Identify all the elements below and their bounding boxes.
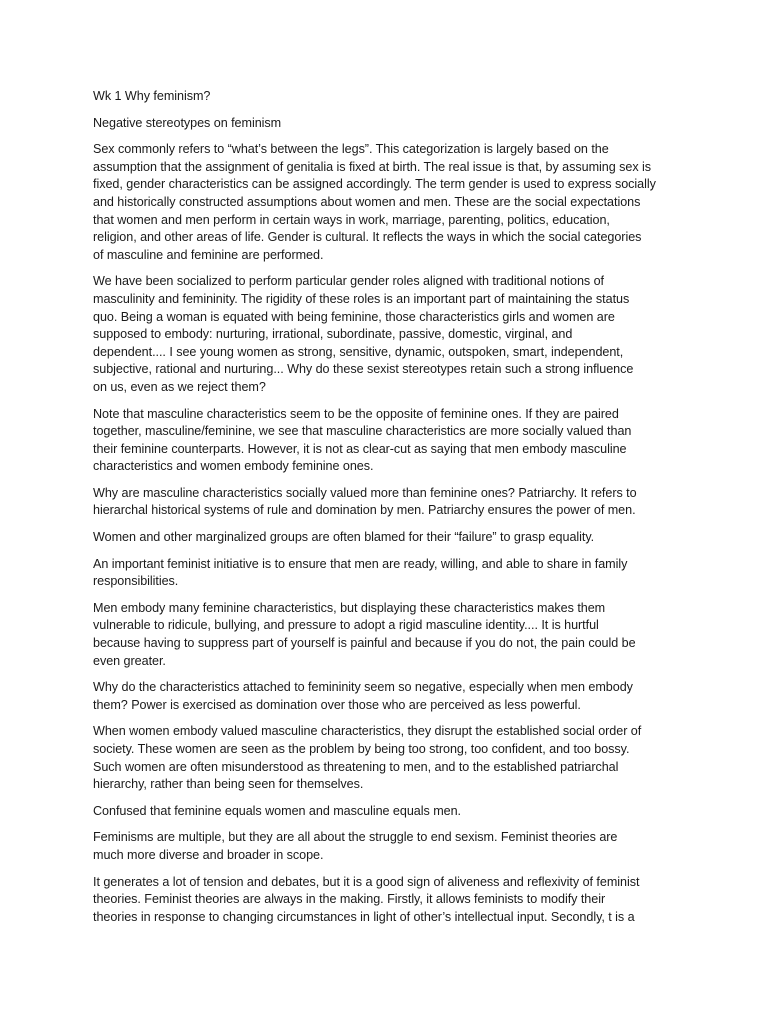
text-line: their feminine counterparts. However, it is not as clear-cut as saying that men embody masculine bbox=[93, 441, 627, 456]
text-line: Such women are often misunderstood as threatening to men, and to the established patriarchal bbox=[93, 759, 619, 774]
text-line: theories. Feminist theories are always in the making. Firstly, it allows feminists to modify their bbox=[93, 892, 606, 907]
paragraph-list bbox=[93, 141, 663, 926]
text-line: Confused that feminine equals women and masculine equals men. bbox=[93, 803, 461, 818]
text-line: subjective, rational and nurturing... Why do these sexist stereotypes retain such a strong influence bbox=[93, 362, 634, 377]
paragraph bbox=[93, 829, 663, 864]
paragraph bbox=[93, 406, 663, 476]
text-line: hierarchy, rather than being seen for themselves. bbox=[93, 777, 364, 792]
text-line: society. These women are seen as the problem by being too strong, too confident, and too bossy. bbox=[93, 742, 630, 756]
text-line: assumption that the assignment of genitalia is fixed at birth. The real issue is that, by assuming sex is bbox=[93, 159, 652, 174]
document-title: Wk 1 Why feminism? bbox=[93, 89, 211, 103]
text-line: We have been socialized to perform particular gender roles aligned with traditional notions of bbox=[93, 274, 605, 289]
text-line: responsibilities. bbox=[93, 574, 179, 589]
text-line: them? Power is exercised as domination over those who are perceived as less powerful. bbox=[93, 697, 581, 712]
text-line: When women embody valued masculine characteristics, they disrupt the established social order of bbox=[93, 724, 642, 739]
paragraph bbox=[93, 679, 663, 714]
text-line: Note that masculine characteristics seem to be the opposite of feminine ones. If they are paired bbox=[93, 406, 619, 421]
text-line: Why do the characteristics attached to femininity seem so negative, especially when men embody bbox=[93, 680, 633, 695]
text-line: Women and other marginalized groups are often blamed for their “failure” to grasp equality. bbox=[93, 530, 595, 545]
text-line: characteristics and women embody feminine ones. bbox=[93, 459, 374, 474]
paragraph bbox=[93, 803, 663, 821]
text-line: Why are masculine characteristics socially valued more than feminine ones? Patriarchy. It refers to bbox=[93, 485, 637, 500]
paragraph bbox=[93, 600, 663, 670]
paragraph bbox=[93, 556, 663, 591]
text-line: religion, and other areas of life. Gender is cultural. It reflects the ways in which the social categories bbox=[93, 230, 642, 245]
paragraph bbox=[93, 529, 663, 547]
text-line: hierarchal historical systems of rule and domination by men. Patriarchy ensures the power of men. bbox=[93, 503, 636, 518]
text-line: theories in response to changing circumstances in light of other’s intellectual input. Secondly, t is a bbox=[93, 909, 635, 924]
document-subtitle: Negative stereotypes on feminism bbox=[93, 115, 282, 130]
text-line: that women and men perform in certain ways in work, marriage, parenting, politics, education, bbox=[93, 212, 610, 227]
document-body bbox=[93, 88, 663, 935]
text-line: fixed, gender characteristics can be assigned accordingly. The term gender is used to express socially bbox=[93, 177, 656, 192]
text-line: masculinity and femininity. The rigidity of these roles is an important part of maintaining the status bbox=[93, 291, 630, 306]
text-line: Men embody many feminine characteristics, but displaying these characteristics makes them bbox=[93, 600, 606, 615]
text-line: even greater. bbox=[93, 653, 166, 668]
paragraph bbox=[93, 141, 663, 264]
text-line: together, masculine/feminine, we see that masculine characteristics are more socially valued than bbox=[93, 424, 632, 439]
text-line: on us, even as we reject them? bbox=[93, 379, 266, 394]
text-line: An important feminist initiative is to ensure that men are ready, willing, and able to share in family bbox=[93, 556, 628, 571]
text-line: dependent.... I see young women as strong, sensitive, dynamic, outspoken, smart, independent, bbox=[93, 344, 624, 359]
text-line: of masculine and feminine are performed. bbox=[93, 247, 324, 262]
text-line: supposed to embody: nurturing, irrational, subordinate, passive, domestic, virginal, and bbox=[93, 327, 573, 342]
paragraph bbox=[93, 273, 663, 396]
paragraph bbox=[93, 485, 663, 520]
text-line: Sex commonly refers to “what’s between the legs”. This categorization is largely based on the bbox=[93, 142, 609, 157]
text-line: vulnerable to ridicule, bullying, and pressure to adopt a rigid masculine identity.... It is hurtful bbox=[93, 618, 599, 633]
text-line: and historically constructed assumptions about women and men. These are the social expectations bbox=[93, 194, 641, 209]
paragraph bbox=[93, 874, 663, 927]
text-line: quo. Being a woman is equated with being feminine, those characteristics girls and women are bbox=[93, 309, 615, 324]
text-line: It generates a lot of tension and debates, but it is a good sign of aliveness and reflexivity of feminist bbox=[93, 874, 640, 889]
text-line: because having to suppress part of yourself is painful and because if you do not, the pain could be bbox=[93, 636, 636, 651]
paragraph bbox=[93, 723, 663, 793]
text-line: Feminisms are multiple, but they are all about the struggle to end sexism. Feminist theories are bbox=[93, 830, 618, 845]
text-line: much more diverse and broader in scope. bbox=[93, 847, 324, 862]
